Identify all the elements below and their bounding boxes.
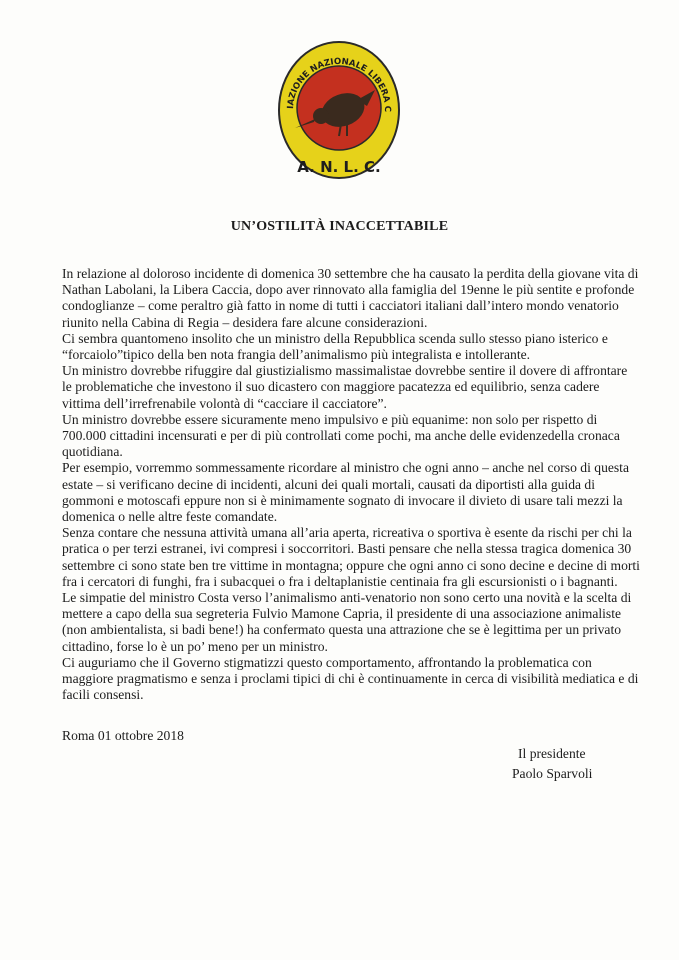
logo-acronym: A. N. L. C. xyxy=(297,158,381,176)
paragraph-8: Ci auguriamo che il Governo stigmatizzi questo comportamento, affrontando la problematica con maggiore pragmatismo e senza i proclami tipici di chi è continuamente in cerca di visibilità mediatica e di facili consensi. xyxy=(62,654,639,703)
paragraph-7: Le simpatie del ministro Costa verso l’animalismo anti-venatorio non sono certo una novità e la scelta di mettere a capo della sua segreteria Fulvio Mamone Capria, il presidente di una associazione animaliste (non ambientalista, si badi bene!) ha confermato questa una attrazione che se è legittima per un privato cittadino, forse lo è un po’ meno per un ministro. xyxy=(62,590,632,654)
signature-role: Il presidente xyxy=(518,746,586,761)
paragraph-6: Senza contare che nessuna attività umana all’aria aperta, ricreativa o sportiva è esente da rischi per chi la pratica o per terzi estranei, ivi compresi i soccorritori. Basti pensare che nella stessa tragica domenica 30 settembre ci sono state ben tre vittime in montagna; oppure che ogni anno ci sono decine e decine di morti fra i cercatori di funghi, fra i subacquei o fra i deltaplanistie centinaia fra gli escursionisti o i bagnanti. xyxy=(62,525,640,589)
anlc-logo xyxy=(277,40,401,190)
paragraph-3: Un ministro dovrebbe rifuggire dal giustizialismo massimalistae dovrebbe sentire il dovere di affrontare le problematiche che investono il suo dicastero con maggiore pacatezza ed equilibrio, senza cadere vittima dell’irrefrenabile volontà di “cacciare il cacciatore”. xyxy=(62,363,628,411)
paragraph-4: Un ministro dovrebbe essere sicuramente meno impulsivo e più equanime: non solo per rispetto di 700.000 cittadini incensurati e per di più controllati come pochi, ma anche delle evidenzedella cronaca quotidiana. xyxy=(62,411,620,460)
anlc-emblem xyxy=(277,40,401,190)
letter-body xyxy=(62,266,640,703)
signature-block xyxy=(512,744,592,784)
paragraph-5: Per esempio, vorremmo sommessamente ricordare al ministro che ogni anno – anche nel corso di questa estate – si verificano decine di incidenti, alcuni dei quali mortali, causati da diportisti alla guida di gommoni e motoscafi eppure non si è minimamente sognato di invocare il divieto di usare tali mezzi la domenica o nelle altre feste comandate. xyxy=(62,460,629,525)
logo-ring-text: IAZIONE NAZIONALE LIBERA C xyxy=(285,56,393,113)
paragraph-2: Ci sembra quantomeno insolito che un ministro della Repubblica scenda sullo stesso piano isterico e “forcaiolo”tipico della ben nota frangia dell’animalismo più integralista e intollerante. xyxy=(62,330,608,363)
signature-name: Paolo Sparvoli xyxy=(512,766,593,781)
paragraph-1: In relazione al doloroso incidente di domenica 30 settembre che ha causato la perdita della giovane vita di Nathan Labolani, la Libera Caccia, dopo aver rinnovato alla famiglia del 19enne le più sentite e profonde condoglianze – come peraltro già fatto in nome di tutti i cacciatori italiani dall’intero mondo venatorio riunito nella Cabina di Regia – desidera fare alcune considerazioni. xyxy=(62,266,639,330)
letter-date: Roma 01 ottobre 2018 xyxy=(62,728,184,743)
page-title: UN’OSTILITÀ INACCETTABILE xyxy=(230,219,449,234)
